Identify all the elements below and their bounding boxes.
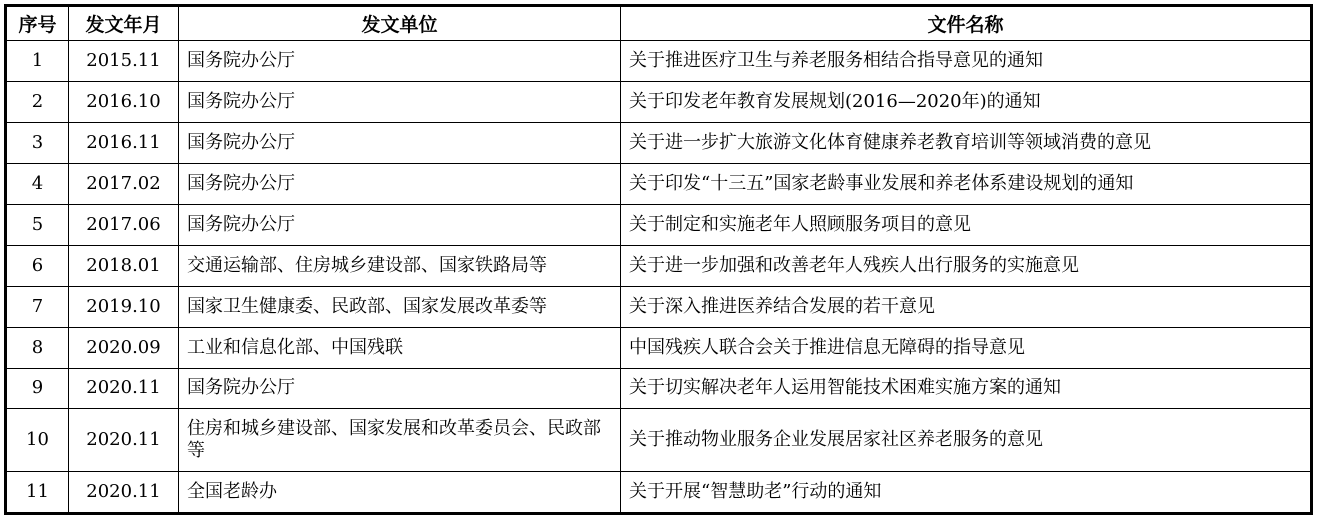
cell-date: 2020.11 [69, 471, 179, 512]
policy-table [6, 6, 1311, 513]
cell-issuer: 全国老龄办 [179, 471, 621, 512]
cell-no: 2 [7, 81, 69, 122]
cell-issuer: 国务院办公厅 [179, 163, 621, 204]
cell-title: 关于进一步扩大旅游文化体育健康养老教育培训等领域消费的意见 [621, 122, 1311, 163]
cell-no: 1 [7, 41, 69, 82]
cell-issuer: 住房和城乡建设部、国家发展和改革委员会、民政部等 [179, 409, 621, 472]
cell-no: 9 [7, 368, 69, 409]
table-row [7, 81, 1311, 122]
table-row [7, 368, 1311, 409]
cell-issuer: 国务院办公厅 [179, 81, 621, 122]
cell-issuer: 国务院办公厅 [179, 41, 621, 82]
cell-date: 2019.10 [69, 286, 179, 327]
cell-issuer: 国务院办公厅 [179, 204, 621, 245]
table-row [7, 286, 1311, 327]
cell-date: 2020.09 [69, 327, 179, 368]
cell-issuer: 国务院办公厅 [179, 368, 621, 409]
cell-date: 2015.11 [69, 41, 179, 82]
cell-title: 关于深入推进医养结合发展的若干意见 [621, 286, 1311, 327]
header-row [7, 7, 1311, 41]
cell-no: 5 [7, 204, 69, 245]
table-row [7, 471, 1311, 512]
cell-no: 7 [7, 286, 69, 327]
cell-no: 6 [7, 245, 69, 286]
cell-title: 关于制定和实施老年人照顾服务项目的意见 [621, 204, 1311, 245]
cell-title: 关于推进医疗卫生与养老服务相结合指导意见的通知 [621, 41, 1311, 82]
header-title: 文件名称 [621, 7, 1311, 41]
table-row [7, 245, 1311, 286]
table-row [7, 163, 1311, 204]
cell-no: 11 [7, 471, 69, 512]
table-row [7, 204, 1311, 245]
table-row [7, 122, 1311, 163]
cell-title: 关于开展“智慧助老”行动的通知 [621, 471, 1311, 512]
cell-title: 关于切实解决老年人运用智能技术困难实施方案的通知 [621, 368, 1311, 409]
header-no: 序号 [7, 7, 69, 41]
cell-no: 10 [7, 409, 69, 472]
cell-no: 8 [7, 327, 69, 368]
cell-date: 2020.11 [69, 409, 179, 472]
table-row [7, 41, 1311, 82]
cell-issuer: 国家卫生健康委、民政部、国家发展改革委等 [179, 286, 621, 327]
table-row [7, 327, 1311, 368]
cell-title: 关于进一步加强和改善老年人残疾人出行服务的实施意见 [621, 245, 1311, 286]
policy-table-frame [4, 4, 1313, 515]
cell-date: 2020.11 [69, 368, 179, 409]
header-date: 发文年月 [69, 7, 179, 41]
cell-title: 关于推动物业服务企业发展居家社区养老服务的意见 [621, 409, 1311, 472]
cell-date: 2016.10 [69, 81, 179, 122]
cell-no: 3 [7, 122, 69, 163]
table-row [7, 409, 1311, 472]
cell-date: 2017.02 [69, 163, 179, 204]
cell-no: 4 [7, 163, 69, 204]
cell-issuer: 交通运输部、住房城乡建设部、国家铁路局等 [179, 245, 621, 286]
cell-issuer: 国务院办公厅 [179, 122, 621, 163]
cell-date: 2018.01 [69, 245, 179, 286]
cell-title: 中国残疾人联合会关于推进信息无障碍的指导意见 [621, 327, 1311, 368]
cell-date: 2016.11 [69, 122, 179, 163]
header-issuer: 发文单位 [179, 7, 621, 41]
cell-issuer: 工业和信息化部、中国残联 [179, 327, 621, 368]
cell-date: 2017.06 [69, 204, 179, 245]
cell-title: 关于印发“十三五”国家老龄事业发展和养老体系建设规划的通知 [621, 163, 1311, 204]
cell-title: 关于印发老年教育发展规划(2016—2020年)的通知 [621, 81, 1311, 122]
